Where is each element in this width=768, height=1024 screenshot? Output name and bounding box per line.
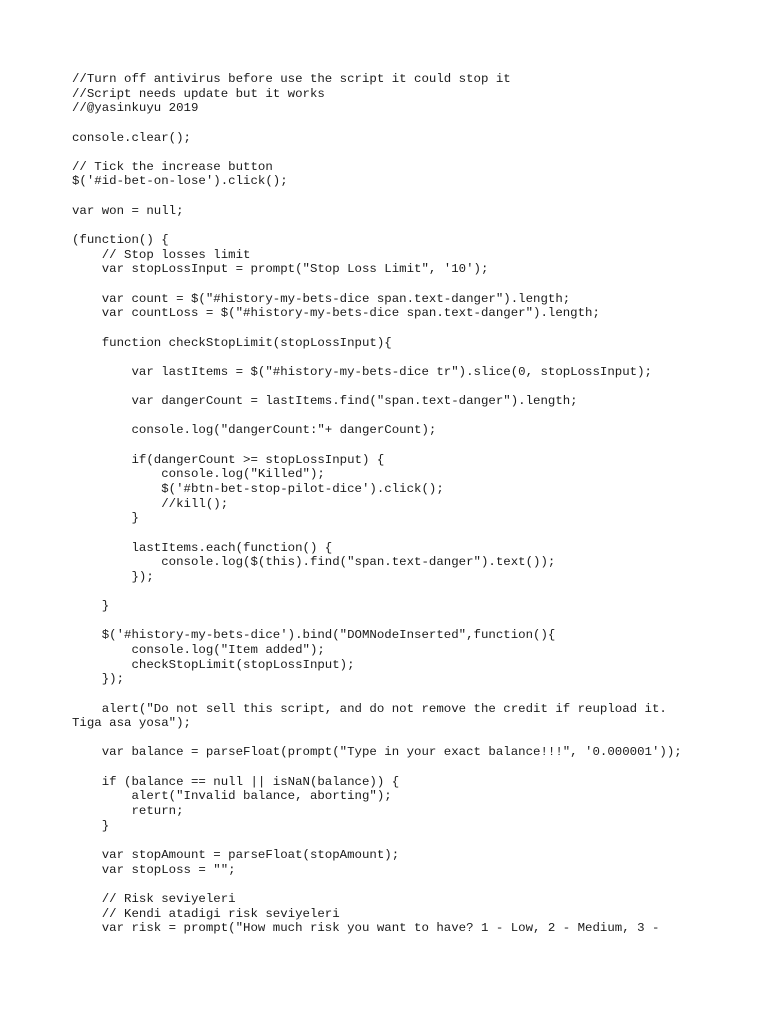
code-line [72,687,712,702]
code-line: var won = null; [72,203,184,218]
code-line: $('#btn-bet-stop-pilot-dice').click(); [72,481,444,496]
code-line: if (balance == null || isNaN(balance)) { [72,774,400,789]
code-line [72,614,712,629]
code-line [72,409,712,424]
code-line: //Script needs update but it works [72,86,325,101]
code-line: $('#id-bet-on-lose').click(); [72,174,288,189]
code-line: console.log("Item added"); [72,642,325,657]
code-line: alert("Invalid balance, aborting"); [72,789,392,804]
code-line: var stopLossInput = prompt("Stop Loss Limit", '10'); [72,262,489,277]
code-line: $('#history-my-bets-dice').bind("DOMNodeInserted",function(){ [72,628,556,643]
code-line: var lastItems = $("#history-my-bets-dice tr").slice(0, stopLossInput); [72,364,652,379]
code-line [72,584,712,599]
code-line: alert("Do not sell this script, and do not remove the credit if reupload it. [72,701,667,716]
code-line: function checkStopLimit(stopLossInput){ [72,335,392,350]
code-line [72,218,712,233]
code-line: }); [72,569,154,584]
code-line: var balance = parseFloat(prompt("Type in your exact balance!!!", '0.000001')); [72,745,682,760]
code-line: } [72,818,110,833]
code-listing [72,72,712,936]
code-line [72,189,712,204]
code-line: // Kendi atadigi risk seviyeleri [72,906,340,921]
code-line: var countLoss = $("#history-my-bets-dice span.text-danger").length; [72,306,600,321]
code-line: lastItems.each(function() { [72,540,333,555]
code-line: Tiga asa yosa"); [72,716,191,731]
code-line: console.clear(); [72,130,191,145]
code-line: var risk = prompt("How much risk you want to have? 1 - Low, 2 - Medium, 3 - [72,921,660,936]
code-line [72,526,712,541]
code-line [72,760,712,775]
code-line: var stopLoss = ""; [72,862,236,877]
code-line: var stopAmount = parseFloat(stopAmount); [72,847,400,862]
code-line [72,379,712,394]
code-line: }); [72,672,125,687]
code-line: // Stop losses limit [72,247,251,262]
code-line: console.log("Killed"); [72,467,325,482]
code-line: //Turn off antivirus before use the script it could stop it [72,72,511,86]
code-line [72,731,712,746]
code-line: //kill(); [72,496,229,511]
code-line [72,145,712,160]
code-line: if(dangerCount >= stopLossInput) { [72,452,385,467]
code-line: // Tick the increase button [72,159,273,174]
code-line [72,277,712,292]
code-line: } [72,599,110,614]
code-line [72,833,712,848]
code-line [72,116,712,131]
code-line: console.log($(this).find("span.text-danger").text()); [72,555,556,570]
code-line [72,321,712,336]
code-line: return; [72,804,184,819]
code-line: (function() { [72,233,169,248]
code-line: var count = $("#history-my-bets-dice span.text-danger").length; [72,291,571,306]
code-line: checkStopLimit(stopLossInput); [72,657,355,672]
code-line: var dangerCount = lastItems.find("span.text-danger").length; [72,394,578,409]
code-line: } [72,511,139,526]
code-line: console.log("dangerCount:"+ dangerCount); [72,423,437,438]
code-line [72,438,712,453]
code-line [72,350,712,365]
code-line: //@yasinkuyu 2019 [72,101,199,116]
code-line: // Risk seviyeleri [72,891,236,906]
code-line [72,877,712,892]
